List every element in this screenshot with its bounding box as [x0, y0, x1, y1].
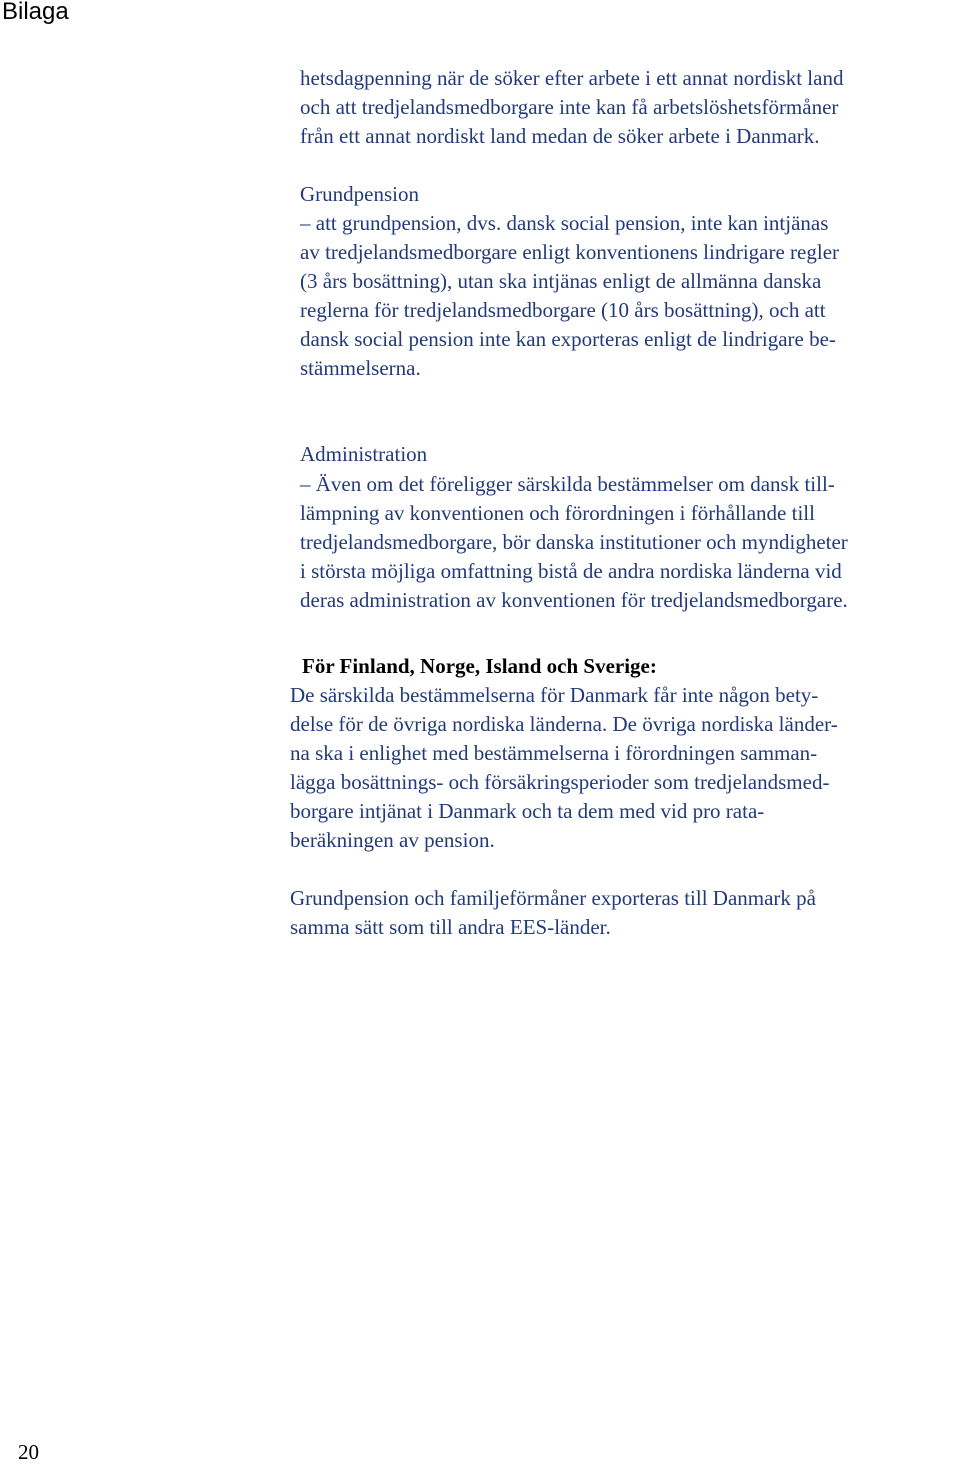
text-line: hetsdagpenning när de söker efter arbete i ett annat nordiskt land: [300, 66, 844, 90]
text-line: lämpning av konventionen och förordningen i förhållande till: [300, 501, 815, 525]
text-line: deras administration av konventionen för tredjelandsmedborgare.: [300, 588, 848, 612]
page-header-title: Bilaga: [2, 0, 69, 25]
text-line: stämmelserna.: [300, 356, 421, 380]
text-line: beräkningen av pension.: [290, 828, 495, 852]
text-line: dansk social pension inte kan exporteras enligt de lindrigare be-: [300, 327, 836, 351]
section-heading-finland-norge-island-sverige: För Finland, Norge, Island och Sverige:: [302, 654, 657, 678]
text-line: reglerna för tredjelandsmedborgare (10 års bosättning), och att: [300, 298, 826, 322]
text-line: borgare intjänat i Danmark och ta dem med vid pro rata-: [290, 799, 765, 823]
text-line: av tredjelandsmedborgare enligt konventionens lindrigare regler: [300, 240, 840, 264]
text-line: från ett annat nordiskt land medan de söker arbete i Danmark.: [300, 124, 820, 148]
text-line: och att tredjelandsmedborgare inte kan få arbetslöshetsförmåner: [300, 95, 839, 119]
text-line: De särskilda bestämmelserna för Danmark får inte någon bety-: [290, 683, 819, 707]
section-heading-administration: Administration: [300, 442, 428, 466]
section-heading-grundpension: Grundpension: [300, 182, 419, 206]
text-line: – Även om det föreligger särskilda bestämmelser om dansk till-: [300, 472, 835, 496]
text-line: samma sätt som till andra EES-länder.: [290, 915, 611, 939]
text-line: Grundpension och familjeförmåner exporteras till Danmark på: [290, 886, 816, 910]
text-line: tredjelandsmedborgare, bör danska institutioner och myndigheter: [300, 530, 848, 554]
page-number: 20: [18, 1440, 39, 1464]
text-line: na ska i enlighet med bestämmelserna i förordningen samman-: [290, 741, 818, 765]
text-line: i största möjliga omfattning bistå de andra nordiska länderna vid: [300, 559, 842, 583]
text-line: delse för de övriga nordiska länderna. De övriga nordiska länder-: [290, 712, 838, 736]
text-line: (3 års bosättning), utan ska intjänas enligt de allmänna danska: [300, 269, 822, 293]
text-line: – att grundpension, dvs. dansk social pension, inte kan intjänas: [300, 211, 829, 235]
text-line: lägga bosättnings- och försäkringsperioder som tredjelandsmed-: [290, 770, 830, 794]
